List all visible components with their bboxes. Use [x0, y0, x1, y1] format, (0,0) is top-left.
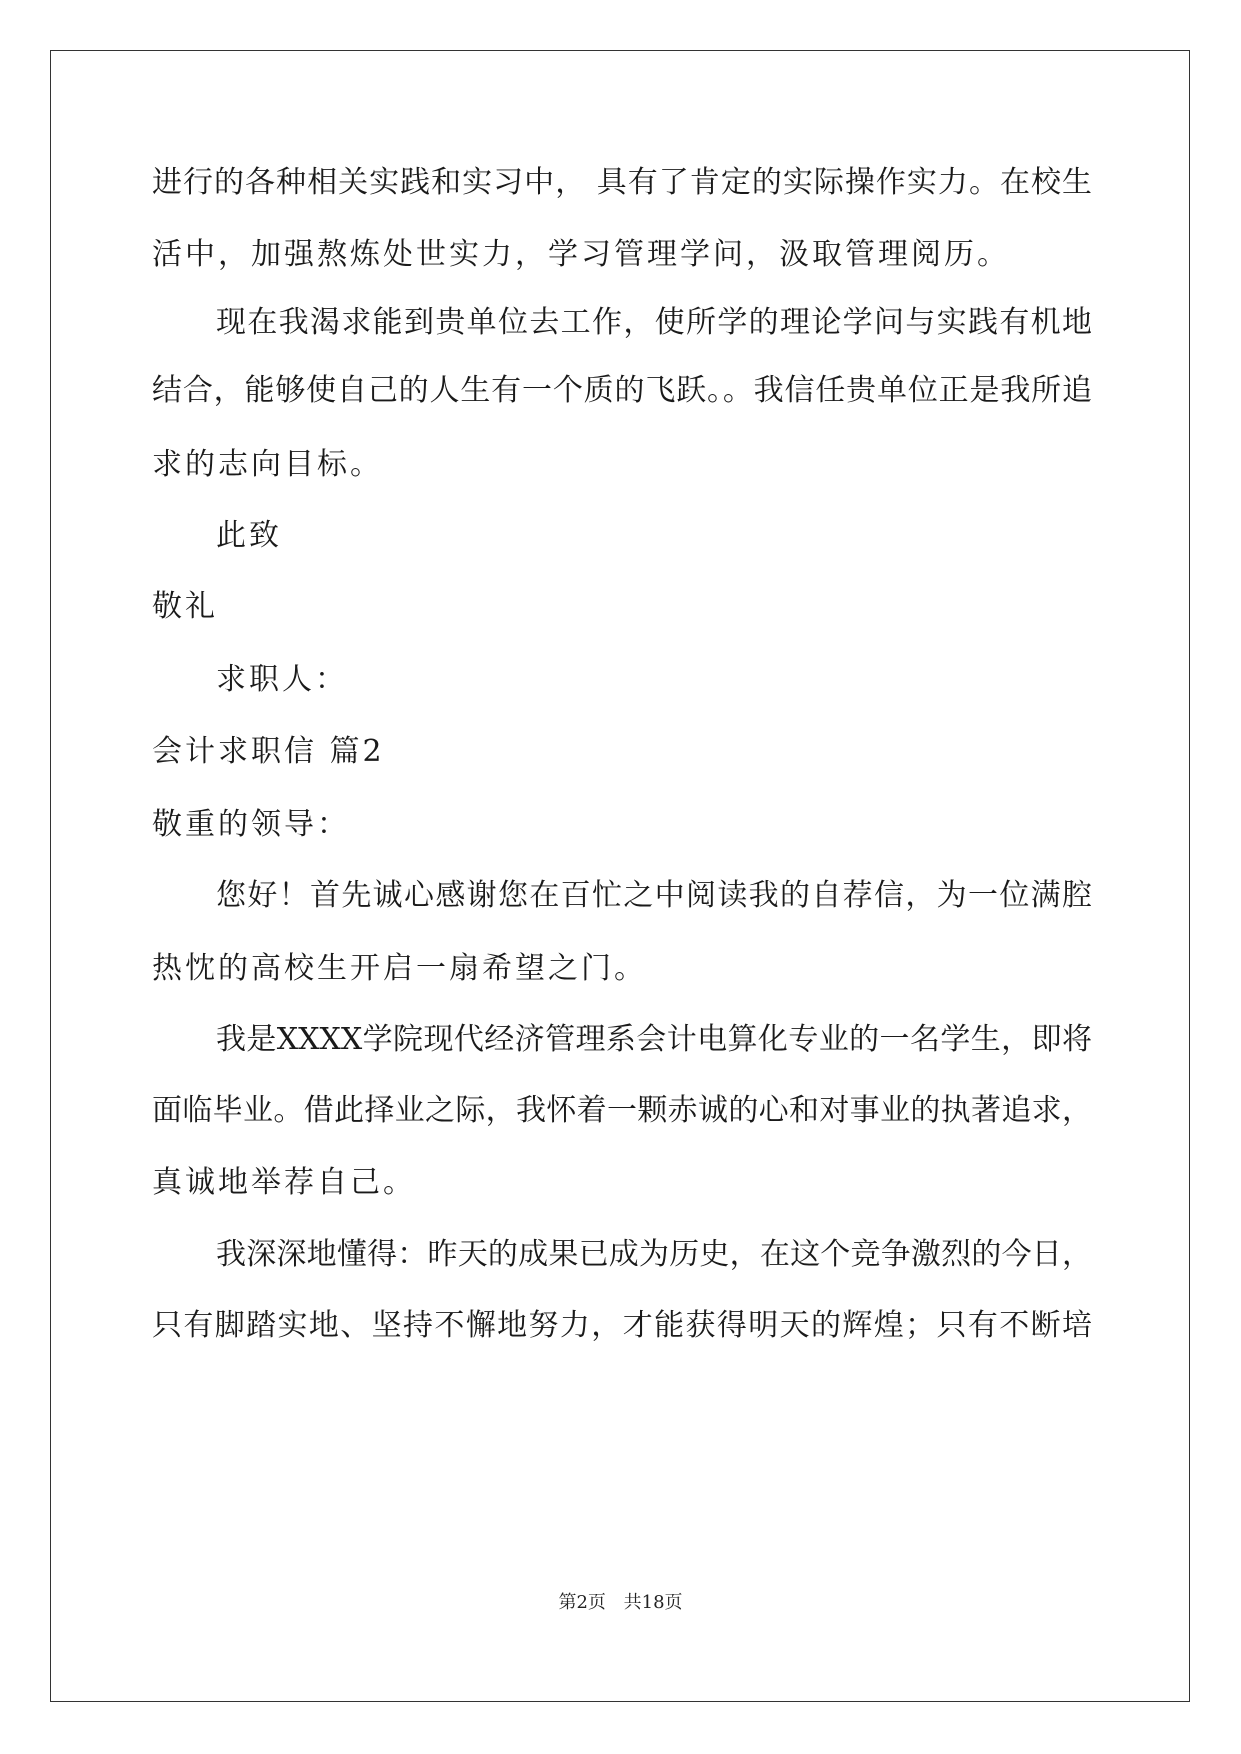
page-border	[50, 50, 1190, 1702]
text-line: 热忱的高校生开启一扇希望之门。	[152, 951, 647, 986]
text-line: 只有脚踏实地、坚持不懈地努力，才能获得明天的辉煌；只有不断培	[152, 1308, 1092, 1343]
text-line: 我是XXXX学院现代经济管理系会计电算化专业的一名学生，即将	[216, 1022, 1092, 1057]
page-total: 共18页	[623, 1592, 683, 1613]
salutation-regards: 敬礼	[152, 589, 218, 624]
text-line: 求的志向目标。	[152, 447, 383, 482]
text-line: 活中，加强熬炼处世实力，学习管理学问，汲取管理阅历。	[152, 237, 1010, 272]
salutation-closing: 此致	[216, 518, 282, 553]
text-line: 进行的各种相关实践和实习中， 具有了肯定的实际操作实力。在校生	[152, 165, 1092, 200]
applicant-signature-label: 求职人：	[216, 662, 348, 697]
text-line: 我深深地懂得：昨天的成果已成为历史，在这个竞争激烈的今日，	[216, 1237, 1092, 1272]
text-line: 结合，能够使自己的人生有一个质的飞跃。。我信任贵单位正是我所追	[152, 373, 1092, 408]
page-number: 第2页	[558, 1592, 606, 1613]
text-line: 真诚地举荐自己。	[152, 1165, 416, 1200]
page-footer	[0, 1592, 1241, 1614]
letter-greeting: 敬重的领导：	[152, 807, 350, 842]
text-line: 现在我渴求能到贵单位去工作，使所学的理论学问与实践有机地	[216, 305, 1092, 340]
text-line: 面临毕业。借此择业之际，我怀着一颗赤诚的心和对事业的执著追求，	[152, 1093, 1092, 1128]
text-line: 您好！首先诚心感谢您在百忙之中阅读我的自荐信，为一位满腔	[216, 878, 1092, 913]
section-heading: 会计求职信 篇2	[152, 734, 385, 769]
